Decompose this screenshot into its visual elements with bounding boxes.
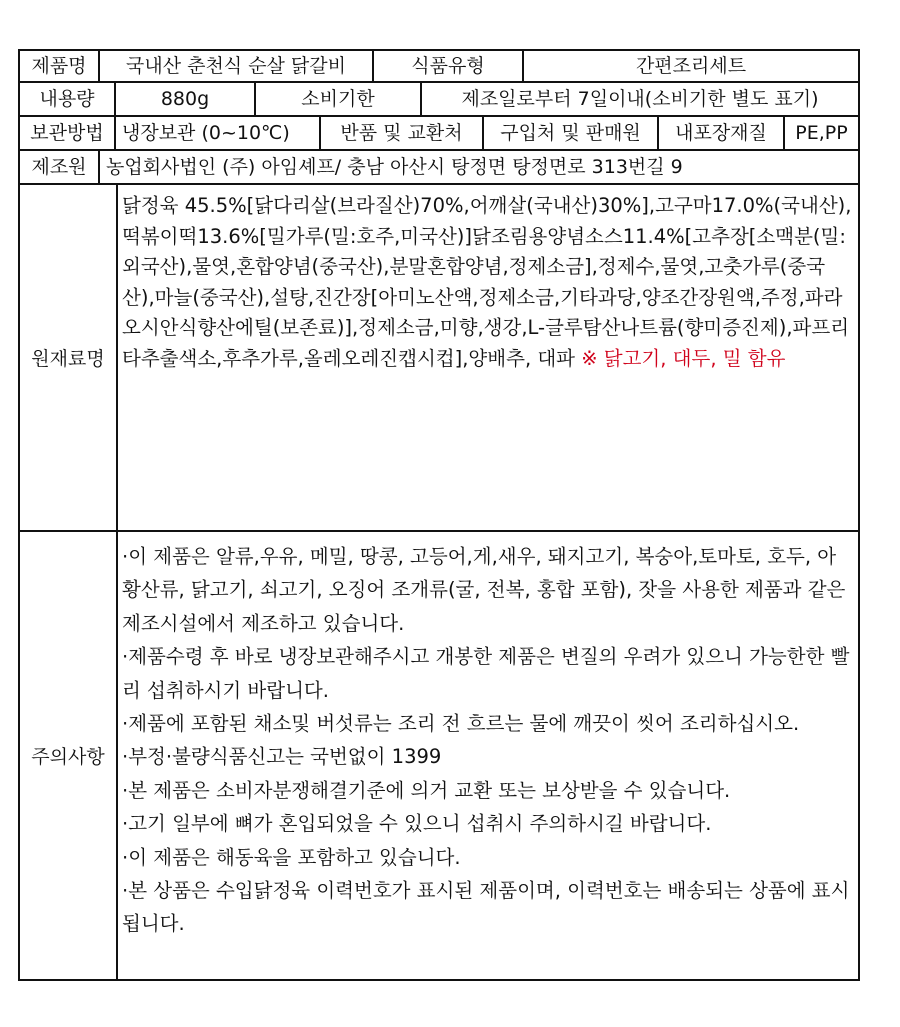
- value-content: 880g: [116, 83, 256, 115]
- product-info-table: [18, 49, 860, 981]
- caution-item: ·고기 일부에 뼈가 혼입되었을 수 있으니 섭취시 주의하시길 바랍니다.: [122, 812, 712, 836]
- row-manufacturer: [18, 151, 860, 185]
- label-storage: 보관방법: [20, 117, 116, 149]
- value-product-name: 국내산 춘천식 순살 닭갈비: [100, 51, 374, 81]
- row-cautions: [18, 532, 860, 981]
- allergen-notice: ※ 닭고기, 대두, 밀 함유: [581, 346, 786, 370]
- value-return: 구입처 및 판매원: [484, 117, 659, 149]
- value-expiry: 제조일로부터 7일이내(소비기한 별도 표기): [461, 87, 819, 110]
- row-product-name: [18, 49, 860, 83]
- label-caution: 주의사항: [20, 532, 118, 979]
- label-product-name: 제품명: [20, 51, 100, 81]
- label-content: 내용량: [20, 83, 116, 115]
- label-ingredients: 원재료명: [20, 185, 118, 530]
- caution-item: ·제품수령 후 바로 냉장보관해주시고 개봉한 제품은 변질의 우려가 있으니 가능한한 빨리 섭취하시기 바랍니다.: [122, 645, 850, 702]
- caution-item: ·제품에 포함된 채소및 버섯류는 조리 전 흐르는 물에 깨끗이 씻어 조리하십시오.: [122, 712, 800, 736]
- cautions-list: [118, 532, 858, 979]
- row-content: [18, 83, 860, 117]
- caution-item: ·본 상품은 수입닭정육 이력번호가 표시된 제품이며, 이력번호는 배송되는 상품에 표시됩니다.: [122, 879, 850, 936]
- label-return: 반품 및 교환처: [321, 117, 484, 149]
- ingredients-list: 닭정육 45.5%[닭다리살(브라질산)70%,어깨살(국내산)30%],고구마17.0%(국내산), 떡볶이떡13.6%[밀가루(밀:호주,미국산)]닭조림용양념소스11.4%[고추장[소맥분(밀:외국산),물엿,혼합양념(중국산),분말혼합양념,정제소금],정제수,물엿,고춧가루(중국산),마늘(중국산),설탕,진간장[아미노산액,정제소금,기타과당,양조간장원액,주정,파라오시안식향산에틸(보존료)],정제소금,미향,생강,L-글루탐산나트륨(향미증진제),파프리타추출색소,후추가루,올레오레진캡시컵],양배추, 대파: [122, 194, 852, 370]
- value-manufacturer: 농업회사법인 (주) 아임셰프/ 충남 아산시 탕정면 탕정면로 313번길 9: [106, 155, 683, 178]
- caution-item: ·이 제품은 해동육을 포함하고 있습니다.: [122, 845, 461, 869]
- label-packaging: 내포장재질: [659, 117, 785, 149]
- label-food-type: 식품유형: [374, 51, 524, 81]
- label-expiry: 소비기한: [256, 83, 422, 115]
- caution-item: ·이 제품은 알류,우유, 메밀, 땅콩, 고등어,게,새우, 돼지고기, 복숭아,토마토, 호두, 아황산류, 닭고기, 쇠고기, 오징어 조개류(굴, 전복, 홍합 포함), 잣을 사용한 제품과 같은 제조시설에서 제조하고 있습니다.: [122, 545, 846, 635]
- row-storage: [18, 117, 860, 151]
- caution-item: ·본 제품은 소비자분쟁해결기준에 의거 교환 또는 보상받을 수 있습니다.: [122, 778, 731, 802]
- value-packaging: PE,PP: [795, 121, 848, 144]
- value-storage: 냉장보관 (0~10℃): [116, 117, 321, 149]
- row-ingredients: [18, 185, 860, 532]
- caution-item: ·부정·불량식품신고는 국번없이 1399: [122, 745, 442, 769]
- value-food-type: 간편조리세트: [635, 54, 747, 77]
- label-manufacturer: 제조원: [20, 151, 100, 183]
- ingredients-text: [118, 185, 858, 530]
